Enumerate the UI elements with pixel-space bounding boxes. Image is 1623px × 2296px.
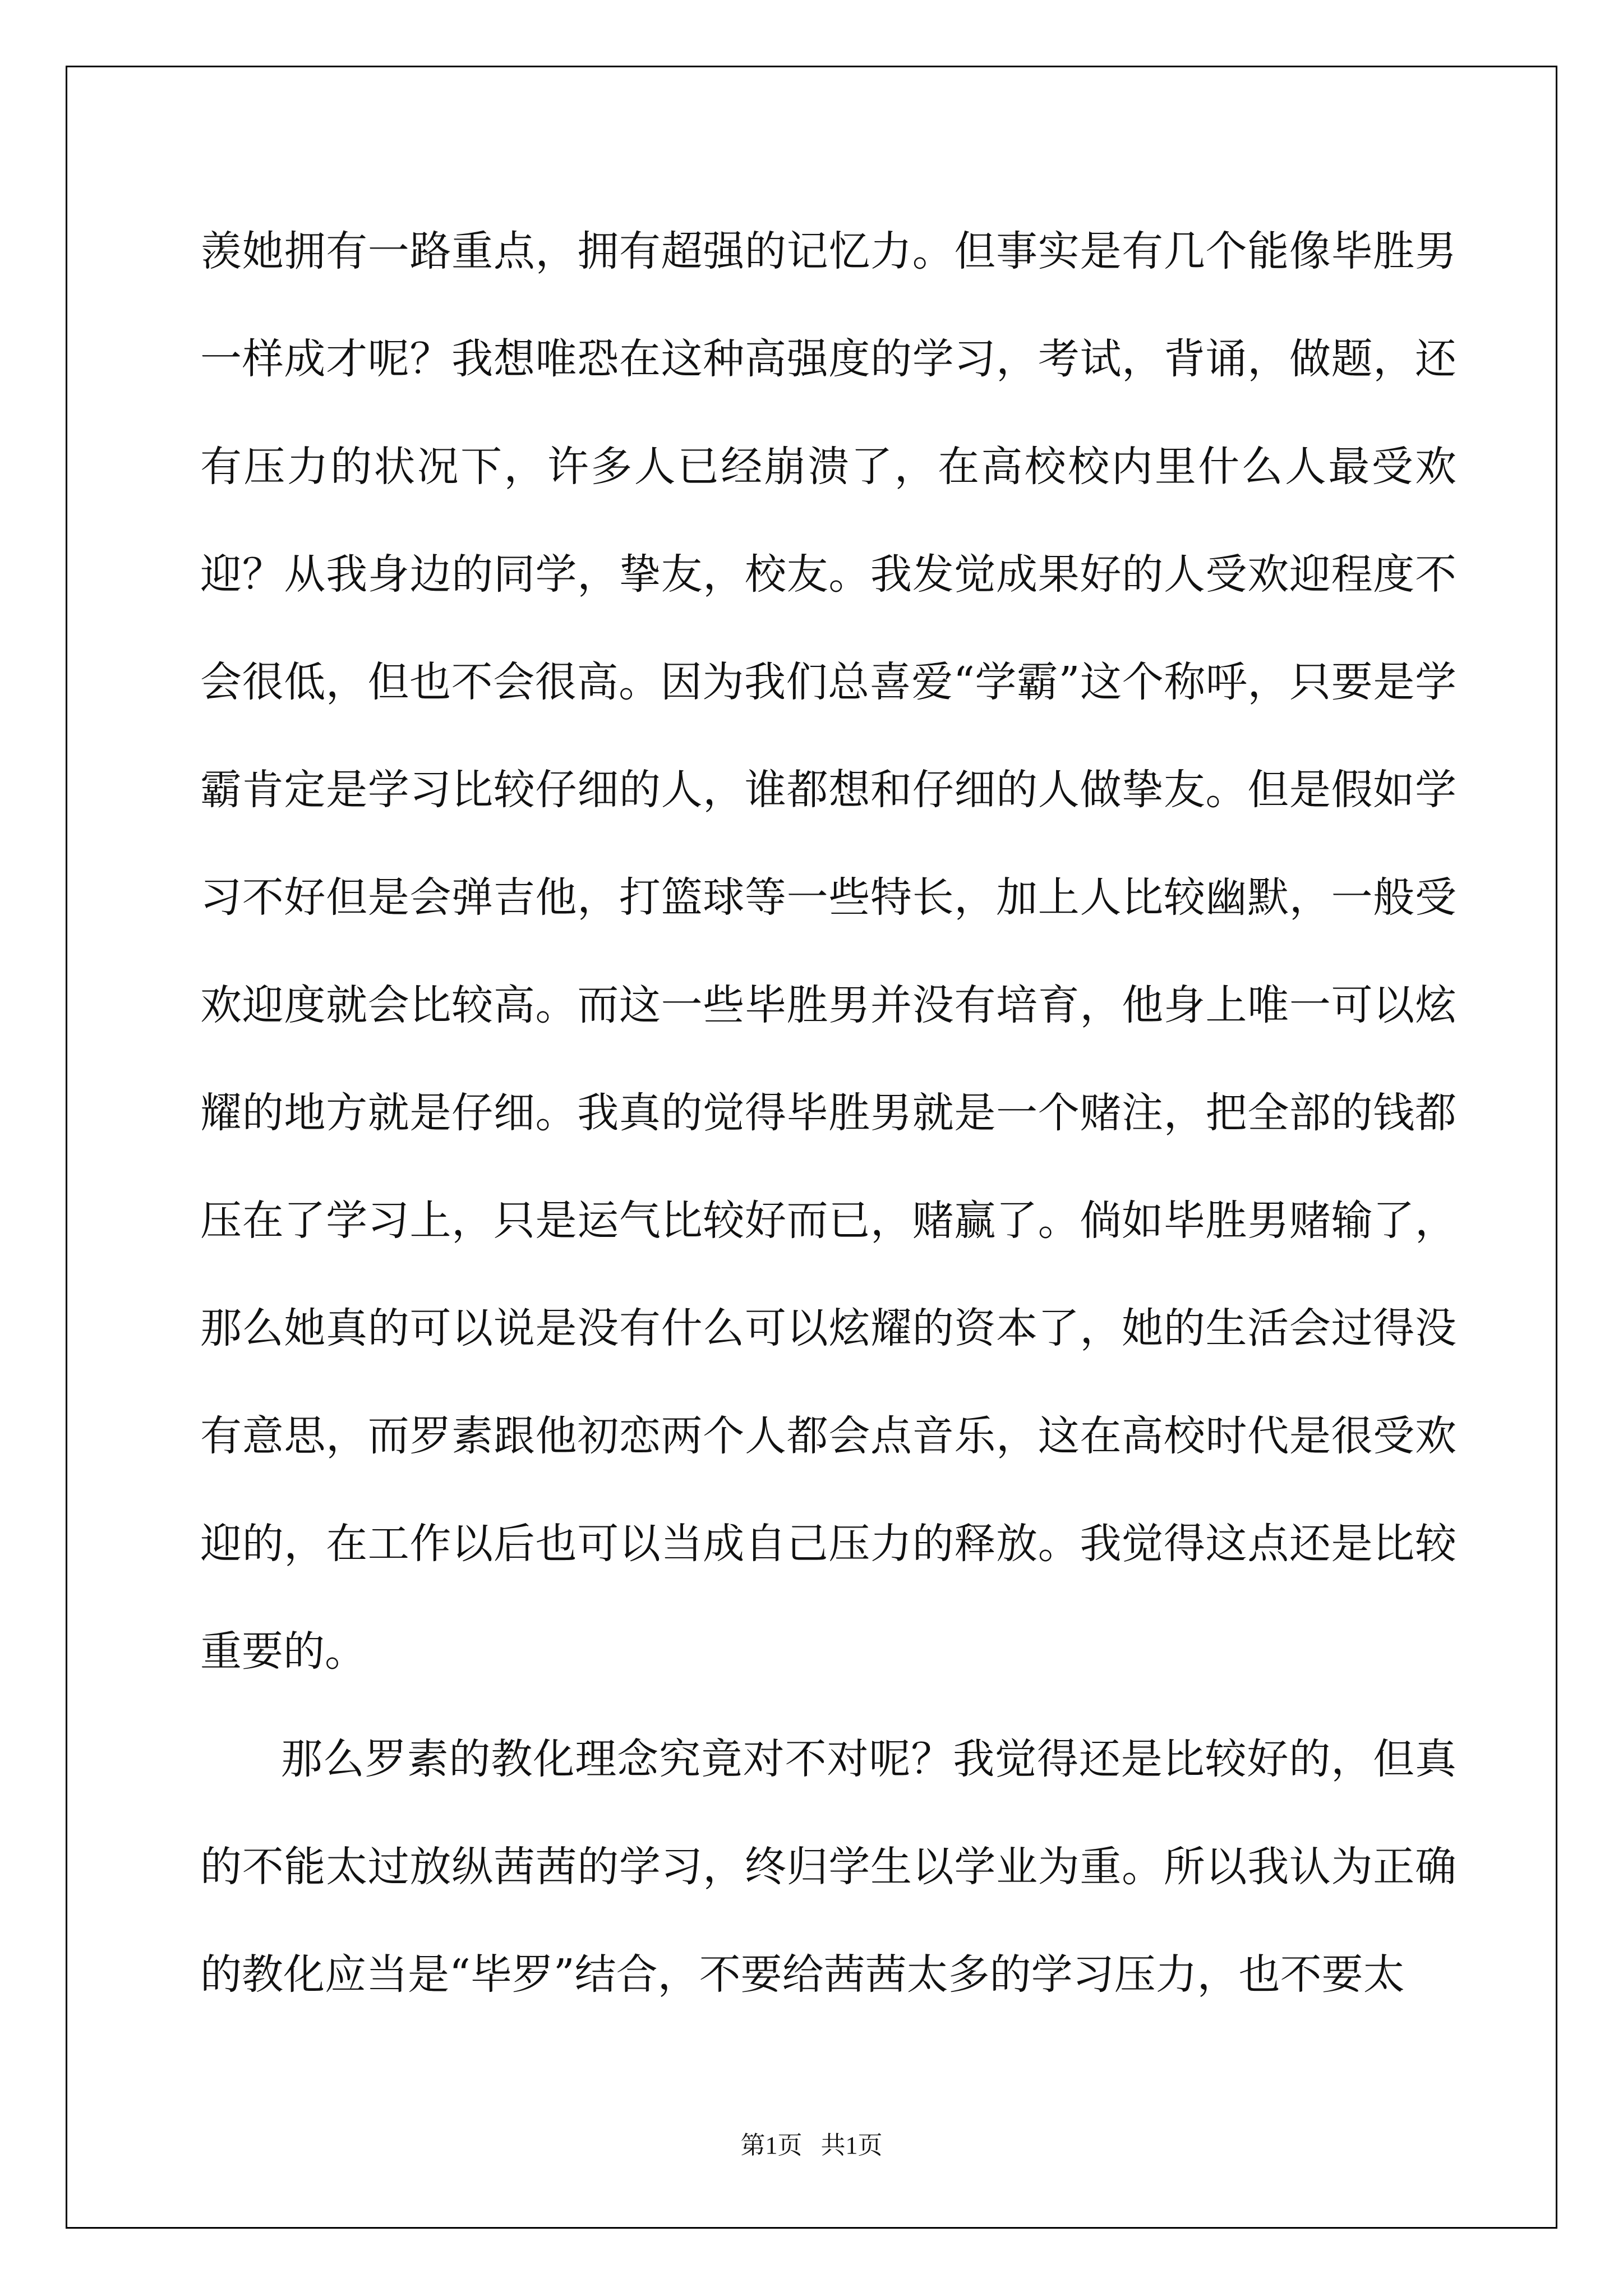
footer-spacer [803,2132,821,2159]
total-pages: 共1页 [820,2132,883,2159]
page-number: 第1页 [740,2132,803,2159]
page-footer [0,2125,1623,2161]
document-body [200,197,1456,2028]
paragraph: 那么罗素的教化理念究竟对不对呢？我觉得还是比较好的，但真的不能太过放纵茜茜的学习，终归学生以学业为重。所以我认为正确的教化应当是“毕罗”结合，不要给茜茜太多的学习压力，也不要太 [200,1735,1456,1999]
paragraph: 羡她拥有一路重点，拥有超强的记忆力。但事实是有几个能像毕胜男一样成才呢？我想唯恐在这种高强度的学习，考试，背诵，做题，还有压力的状况下，许多人已经崩溃了，在高校校内里什么人最受欢迎？从我身边的同学，挚友，校友。我发觉成果好的人受欢迎程度不会很低，但也不会很高。因为我们总喜爱“学霸”这个称呼，只要是学霸肯定是学习比较仔细的人，谁都想和仔细的人做挚友。但是假如学习不好但是会弹吉他，打篮球等一些特长，加上人比较幽默，一般受欢迎度就会比较高。而这一些毕胜男并没有培育，他身上唯一可以炫耀的地方就是仔细。我真的觉得毕胜男就是一个赌注，把全部的钱都压在了学习上，只是运气比较好而已，赌赢了。倘如毕胜男赌输了，那么她真的可以说是没有什么可以炫耀的资本了，她的生活会过得没有意思，而罗素跟他初恋两个人都会点音乐，这在高校时代是很受欢迎的，在工作以后也可以当成自己压力的释放。我觉得这点还是比较重要的。 [200,227,1456,1676]
